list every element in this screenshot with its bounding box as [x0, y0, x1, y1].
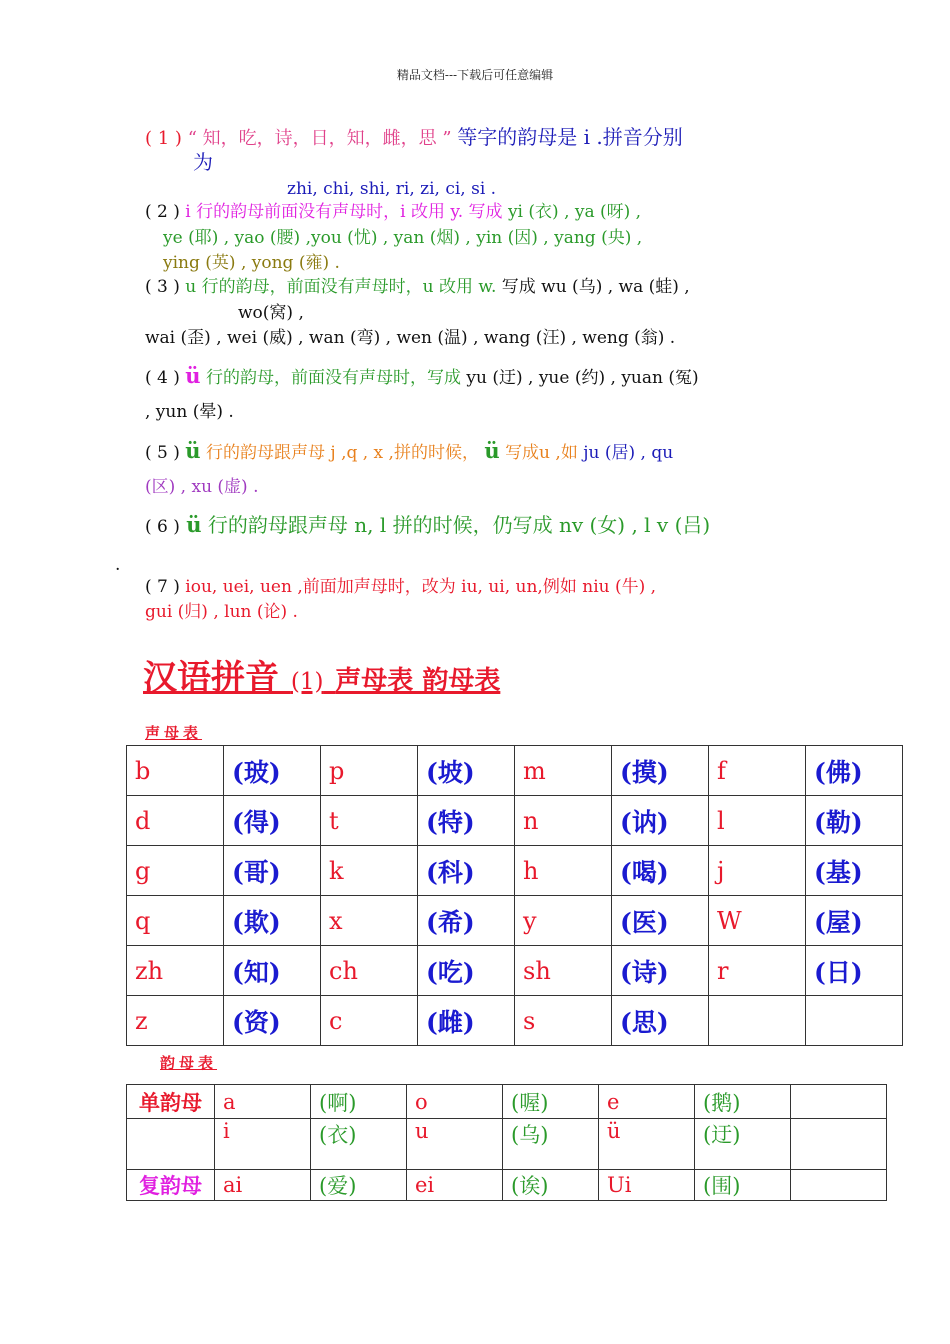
yunmu-letter: u	[407, 1119, 503, 1170]
item-5-u: ü	[185, 438, 201, 463]
yunmu-letter: a	[215, 1085, 311, 1119]
item-2-rule: i 行的韵母前面没有声母时，i 改用 y. 写成	[185, 202, 503, 222]
title-main: 汉语拼音	[143, 658, 279, 698]
yunmu-empty-cell	[791, 1085, 887, 1119]
yunmu-row-label: 单韵母	[127, 1085, 215, 1119]
shengmu-hanzi: (医)	[612, 896, 709, 946]
shengmu-hanzi: (欺)	[224, 896, 321, 946]
shengmu-row	[127, 746, 903, 796]
item-4-rule: 行的韵母，前面没有声母时，写成	[205, 368, 461, 388]
shengmu-row	[127, 796, 903, 846]
yunmu-letter: i	[215, 1119, 311, 1170]
yunmu-letter: ü	[599, 1119, 695, 1170]
shengmu-letter: c	[321, 996, 418, 1046]
shengmu-letter: z	[127, 996, 224, 1046]
item-2	[145, 201, 641, 223]
shengmu-hanzi: (特)	[418, 796, 515, 846]
shengmu-letter: d	[127, 796, 224, 846]
item-1	[145, 126, 683, 150]
item-2-number: ( 2 )	[145, 202, 180, 222]
shengmu-hanzi: (摸)	[612, 746, 709, 796]
item-3-rule: u 行的韵母，前面没有声母时，u 改用 w.	[185, 277, 497, 297]
shengmu-letter: j	[709, 846, 806, 896]
shengmu-letter: p	[321, 746, 418, 796]
shengmu-hanzi: (资)	[224, 996, 321, 1046]
item-1-wrap: 为	[193, 150, 213, 174]
section-title	[143, 650, 500, 699]
shengmu-letter: n	[515, 796, 612, 846]
title-rest: 声母表 韵母表	[335, 666, 501, 696]
shengmu-letter	[709, 996, 806, 1046]
shengmu-caption: 声母表	[145, 724, 203, 742]
yunmu-letter: ai	[215, 1170, 311, 1201]
shengmu-hanzi: (雌)	[418, 996, 515, 1046]
yunmu-hanzi: (鹅)	[695, 1085, 791, 1119]
item-4-u: ü	[185, 363, 201, 388]
yunmu-hanzi: (衣)	[311, 1119, 407, 1170]
yunmu-hanzi: (围)	[695, 1170, 791, 1201]
title-number: (1)	[290, 669, 324, 695]
yunmu-letter: o	[407, 1085, 503, 1119]
item-4	[145, 365, 699, 389]
yunmu-hanzi: (啊)	[311, 1085, 407, 1119]
item-2-examples: yi (衣) , ya (呀) ,	[507, 202, 642, 222]
yunmu-caption: 韵母表	[160, 1054, 218, 1072]
shengmu-hanzi: (佛)	[806, 746, 903, 796]
shengmu-hanzi: (屋)	[806, 896, 903, 946]
shengmu-hanzi: (哥)	[224, 846, 321, 896]
shengmu-letter: q	[127, 896, 224, 946]
shengmu-row	[127, 896, 903, 946]
shengmu-hanzi: (日)	[806, 946, 903, 996]
item-7	[145, 576, 656, 598]
shengmu-table	[126, 745, 903, 1046]
yunmu-letter: ei	[407, 1170, 503, 1201]
shengmu-hanzi: (讷)	[612, 796, 709, 846]
item-5-u2: ü	[484, 438, 500, 463]
item-7-line1: iou, uei, uen ,前面加声母时，改为 iu, ui, un,例如 niu (牛) ,	[185, 577, 657, 597]
shengmu-letter: k	[321, 846, 418, 896]
shengmu-letter: sh	[515, 946, 612, 996]
item-3-line3: wai (歪) , wei (威) , wan (弯) , wen (温) , wang (汪) , weng (翁) .	[145, 328, 676, 348]
shengmu-hanzi: (诗)	[612, 946, 709, 996]
page-header: 精品文档---下载后可任意编辑	[396, 68, 554, 82]
shengmu-letter: zh	[127, 946, 224, 996]
shengmu-hanzi: (希)	[418, 896, 515, 946]
shengmu-letter: W	[709, 896, 806, 946]
item-6-number: ( 6 )	[145, 517, 180, 537]
item-2-line3: ying (英) , yong (雍) .	[163, 253, 340, 273]
item-5-line2: (区) , xu (虚) .	[145, 477, 259, 497]
shengmu-letter: m	[515, 746, 612, 796]
yunmu-hanzi: (诶)	[503, 1170, 599, 1201]
item-5	[145, 440, 673, 464]
yunmu-empty-cell	[791, 1170, 887, 1201]
item-2-line2: ye (耶) , yao (腰) ,you (忧) , yan (烟) , yin (因) , yang (央) ,	[163, 228, 643, 248]
shengmu-hanzi: (思)	[612, 996, 709, 1046]
item-1-number: ( 1 )	[145, 128, 182, 149]
yunmu-hanzi: (喔)	[503, 1085, 599, 1119]
shengmu-letter: g	[127, 846, 224, 896]
yunmu-letter: Ui	[599, 1170, 695, 1201]
shengmu-hanzi: (坡)	[418, 746, 515, 796]
shengmu-row	[127, 946, 903, 996]
shengmu-letter: l	[709, 796, 806, 846]
item-5-examples: ju (居) , qu	[583, 443, 674, 463]
shengmu-letter: b	[127, 746, 224, 796]
yunmu-row	[127, 1170, 887, 1201]
item-5-rule2: 写成u ,如	[505, 443, 578, 463]
item-3-number: ( 3 )	[145, 277, 180, 297]
shengmu-letter: r	[709, 946, 806, 996]
shengmu-letter: s	[515, 996, 612, 1046]
item-6	[145, 514, 710, 538]
yunmu-row-label: 复韵母	[127, 1170, 215, 1201]
shengmu-letter: f	[709, 746, 806, 796]
item-4-number: ( 4 )	[145, 368, 180, 388]
item-4-examples: yu (迂) , yue (约) , yuan (冤)	[466, 368, 699, 388]
item-6-u: ü	[186, 512, 202, 537]
yunmu-table	[126, 1084, 887, 1201]
item-7-number: ( 7 )	[145, 577, 180, 597]
shengmu-letter: x	[321, 896, 418, 946]
shengmu-row	[127, 996, 903, 1046]
shengmu-hanzi: (玻)	[224, 746, 321, 796]
shengmu-letter: y	[515, 896, 612, 946]
shengmu-hanzi: (吃)	[418, 946, 515, 996]
shengmu-letter: ch	[321, 946, 418, 996]
shengmu-hanzi	[806, 996, 903, 1046]
shengmu-row	[127, 846, 903, 896]
item-4-line2: , yun (晕) .	[145, 402, 234, 422]
shengmu-hanzi: (得)	[224, 796, 321, 846]
item-3-tail: 写成 wu (乌) , wa (蛙) ,	[501, 277, 690, 297]
shengmu-hanzi: (基)	[806, 846, 903, 896]
yunmu-empty-cell	[791, 1119, 887, 1170]
item-1-pinyin: zhi, chi, shi, ri, zi, ci, si .	[287, 179, 497, 199]
shengmu-hanzi: (喝)	[612, 846, 709, 896]
shengmu-letter: t	[321, 796, 418, 846]
yunmu-row	[127, 1085, 887, 1119]
shengmu-hanzi: (知)	[224, 946, 321, 996]
item-3	[145, 276, 690, 298]
item-5-number: ( 5 )	[145, 443, 180, 463]
item-1-quote: “ 知，吃，诗，日，知，雌，思 ”	[187, 128, 452, 149]
yunmu-hanzi: (爱)	[311, 1170, 407, 1201]
item-6-dot: .	[115, 555, 121, 575]
item-5-rule: 行的韵母跟声母 j ,q , x ,拼的时候，	[205, 443, 479, 463]
yunmu-row	[127, 1119, 887, 1170]
yunmu-hanzi: (乌)	[503, 1119, 599, 1170]
yunmu-row-label	[127, 1119, 215, 1170]
item-7-line2: gui (归) , lun (论) .	[145, 602, 298, 622]
shengmu-hanzi: (勒)	[806, 796, 903, 846]
item-6-text: 行的韵母跟声母 n, l 拼的时候，仍写成 nv (女) , l v (吕)	[207, 513, 711, 537]
item-3-line2: wo(窝) ,	[238, 303, 304, 323]
item-1-text: 等字的韵母是 i .拼音分别	[457, 125, 683, 149]
yunmu-letter: e	[599, 1085, 695, 1119]
shengmu-hanzi: (科)	[418, 846, 515, 896]
yunmu-hanzi: (迂)	[695, 1119, 791, 1170]
shengmu-letter: h	[515, 846, 612, 896]
